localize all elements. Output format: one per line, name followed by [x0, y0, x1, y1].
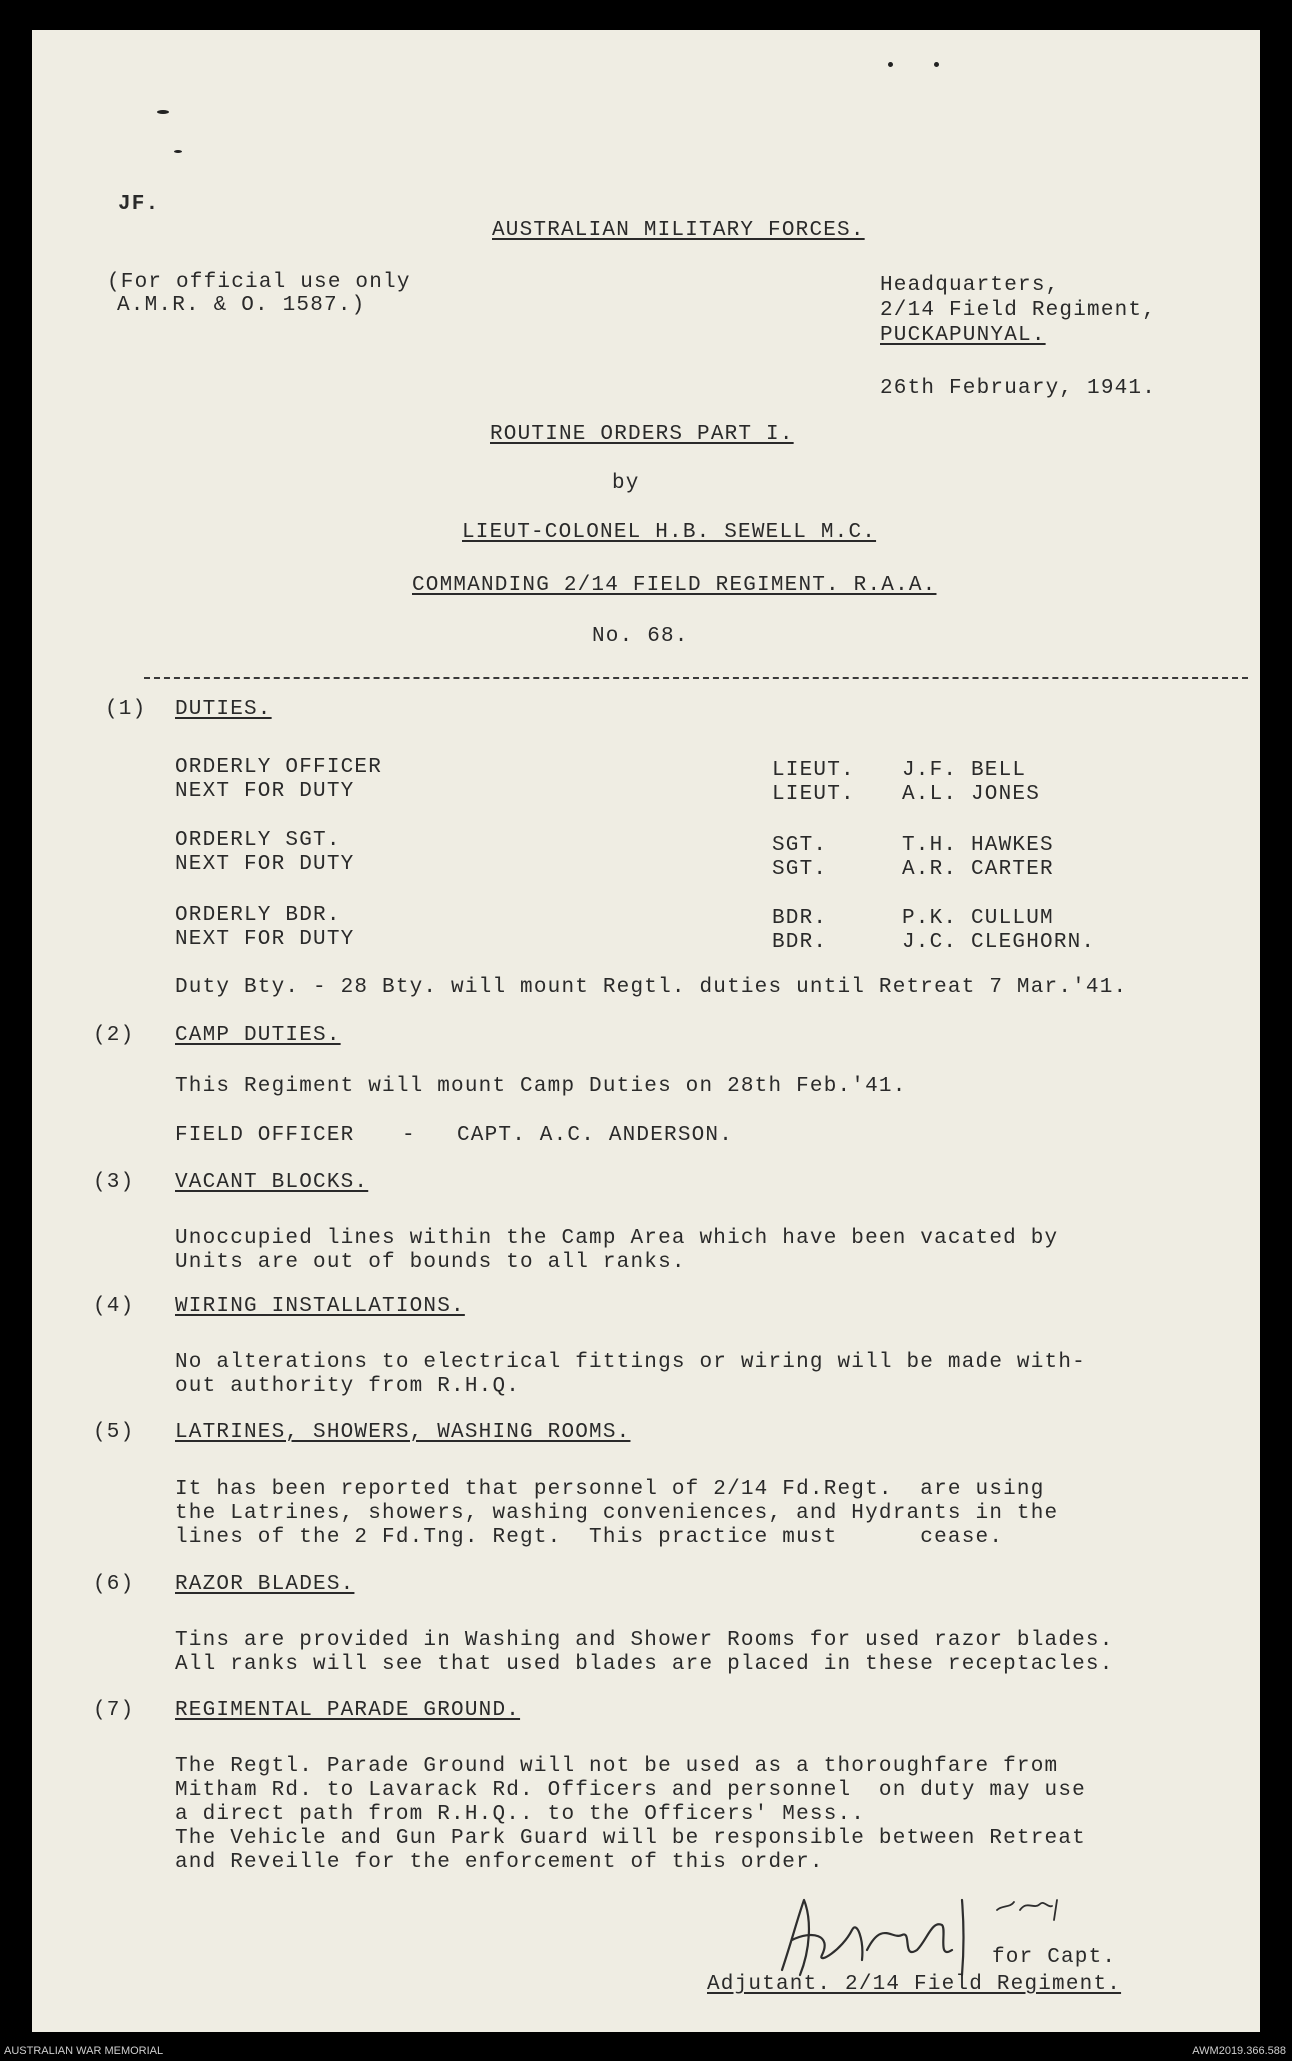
duty-battery-note: Duty Bty. - 28 Bty. will mount Regtl. duties until Retreat 7 Mar.'41. — [175, 976, 1128, 999]
item-text: Tins are provided in Washing and Shower Rooms for used razor blades. — [175, 1629, 1114, 1652]
item-number: (1) — [105, 698, 147, 721]
duty-role: ORDERLY SGT. — [175, 829, 341, 852]
official-use-line-1: (For official use only — [107, 271, 411, 294]
item-text: Units are out of bounds to all ranks. — [175, 1251, 686, 1274]
item-heading-razor-blades: RAZOR BLADES. — [175, 1573, 355, 1596]
item-text: the Latrines, showers, washing conveniences, and Hydrants in the — [175, 1502, 1059, 1525]
item-text: and Reveille for the enforcement of this order. — [175, 1851, 824, 1874]
duty-name: A.R. CARTER — [902, 858, 1054, 881]
item-heading-vacant-blocks: VACANT BLOCKS. — [175, 1171, 369, 1194]
item-heading-camp-duties: CAMP DUTIES. — [175, 1024, 341, 1047]
duty-name: A.L. JONES — [902, 783, 1041, 806]
duty-rank: SGT. — [772, 858, 828, 881]
item-text: This Regiment will mount Camp Duties on 28th Feb.'41. — [175, 1075, 907, 1098]
item-text: The Regtl. Parade Ground will not be used as a thoroughfare from — [175, 1755, 1059, 1778]
duty-name: J.C. CLEGHORN. — [902, 931, 1096, 954]
duty-role: ORDERLY OFFICER — [175, 756, 383, 779]
field-officer-name: CAPT. A.C. ANDERSON. — [457, 1124, 734, 1147]
orders-title: ROUTINE ORDERS PART I. — [490, 423, 794, 446]
footer-left: AUSTRALIAN WAR MEMORIAL — [4, 2045, 164, 2057]
item-text: out authority from R.H.Q. — [175, 1375, 521, 1398]
for-capt-label: for Capt. — [992, 1946, 1117, 1969]
duty-rank: SGT. — [772, 834, 828, 857]
hq-line-1: Headquarters, — [880, 274, 1060, 297]
duty-rank: BDR. — [772, 931, 828, 954]
item-heading-parade-ground: REGIMENTAL PARADE GROUND. — [175, 1699, 521, 1722]
duty-name: T.H. HAWKES — [902, 834, 1054, 857]
by-line: by — [612, 472, 640, 495]
ink-speck — [934, 62, 939, 67]
adjutant-label: Adjutant. 2/14 Field Regiment. — [707, 1973, 1122, 1996]
document-date: 26th February, 1941. — [880, 377, 1157, 400]
item-text: Mitham Rd. to Lavarack Rd. Officers and personnel on duty may use — [175, 1779, 1086, 1802]
field-officer-label: FIELD OFFICER — [175, 1124, 355, 1147]
duty-role: ORDERLY BDR. — [175, 904, 341, 927]
item-heading-latrines: LATRINES, SHOWERS, WASHING ROOMS. — [175, 1421, 631, 1444]
document-page — [32, 30, 1260, 2032]
item-number: (6) — [93, 1573, 135, 1596]
item-number: (4) — [93, 1295, 135, 1318]
duty-role: NEXT FOR DUTY — [175, 928, 355, 951]
footer-right: AWM2019.366.588 — [1192, 2045, 1286, 2057]
duty-name: P.K. CULLUM — [902, 907, 1054, 930]
item-number: (5) — [93, 1421, 135, 1444]
item-heading-duties: DUTIES. — [175, 698, 272, 721]
duty-role: NEXT FOR DUTY — [175, 780, 355, 803]
duty-rank: LIEUT. — [772, 783, 855, 806]
hq-line-3: PUCKAPUNYAL. — [880, 324, 1046, 347]
hq-line-2: 2/14 Field Regiment, — [880, 299, 1157, 322]
item-text: lines of the 2 Fd.Tng. Regt. This practice must cease. — [175, 1526, 1004, 1549]
item-text: It has been reported that personnel of 2/14 Fd.Regt. are using — [175, 1478, 1045, 1501]
ink-speck — [174, 150, 182, 153]
document-title: AUSTRALIAN MILITARY FORCES. — [492, 219, 865, 242]
item-number: (7) — [93, 1699, 135, 1722]
reference-initials: JF. — [118, 193, 160, 216]
item-number: (3) — [93, 1171, 135, 1194]
duty-rank: LIEUT. — [772, 759, 855, 782]
commanding-line: COMMANDING 2/14 FIELD REGIMENT. R.A.A. — [412, 574, 937, 597]
item-text: All ranks will see that used blades are placed in these receptacles. — [175, 1653, 1114, 1676]
item-text: a direct path from R.H.Q.. to the Officers' Mess.. — [175, 1803, 866, 1826]
item-text: Unoccupied lines within the Camp Area which have been vacated by — [175, 1227, 1059, 1250]
item-text: The Vehicle and Gun Park Guard will be responsible between Retreat — [175, 1827, 1086, 1850]
official-use-line-2: A.M.R. & O. 1587.) — [117, 294, 366, 317]
duty-rank: BDR. — [772, 907, 828, 930]
field-officer-dash: - — [402, 1124, 416, 1147]
item-number: (2) — [93, 1024, 135, 1047]
order-number: No. 68. — [592, 625, 689, 648]
ink-speck — [888, 62, 893, 67]
item-heading-wiring: WIRING INSTALLATIONS. — [175, 1295, 465, 1318]
item-text: No alterations to electrical fittings or wiring will be made with- — [175, 1351, 1086, 1374]
issuing-officer: LIEUT-COLONEL H.B. SEWELL M.C. — [462, 521, 877, 544]
ink-speck — [157, 110, 169, 114]
duty-name: J.F. BELL — [902, 759, 1027, 782]
duty-role: NEXT FOR DUTY — [175, 853, 355, 876]
header-divider — [144, 677, 1248, 679]
